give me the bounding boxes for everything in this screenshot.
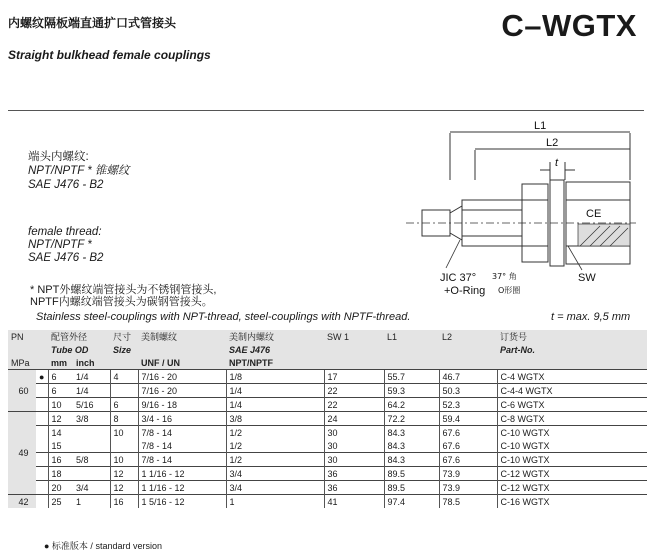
- cell-inch: 1: [73, 495, 110, 509]
- cell-l1: 84.3: [384, 439, 439, 453]
- cell-inch: 1/4: [73, 384, 110, 398]
- cell-sw1: 36: [324, 481, 384, 495]
- cell-sw1: 30: [324, 439, 384, 453]
- header-size-en: Size: [110, 343, 138, 356]
- cell-npt: 3/4: [226, 481, 324, 495]
- cell-l2: 59.4: [439, 412, 497, 426]
- table-header-row-3: [8, 356, 647, 370]
- header-sw1: SW 1: [324, 330, 384, 343]
- drawing-t-label: t: [555, 157, 559, 169]
- header-npt-cn: 美制内螺纹: [226, 330, 324, 343]
- standard-marker: [36, 384, 48, 398]
- header-part-no: Part-No.: [497, 343, 647, 356]
- cell-mm: 6: [48, 384, 73, 398]
- cell-size: 4: [110, 370, 138, 384]
- cell-inch: 5/8: [73, 453, 110, 467]
- cell-mm: 15: [48, 439, 73, 453]
- cell-sw1: 17: [324, 370, 384, 384]
- cell-unf: 1 5/16 - 12: [138, 495, 226, 509]
- header-tube-od-en: Tube OD: [48, 343, 110, 356]
- thread-info-english: [28, 226, 103, 265]
- cell-part-no: C-8 WGTX: [497, 412, 647, 426]
- cell-size: [110, 439, 138, 453]
- t-max-note: t = max. 9,5 mm: [551, 311, 631, 323]
- cell-l1: 84.3: [384, 453, 439, 467]
- cell-npt: 1/8: [226, 370, 324, 384]
- cell-size: [110, 384, 138, 398]
- cell-sw1: 22: [324, 384, 384, 398]
- table-row: [8, 453, 647, 467]
- cell-unf: 1 1/16 - 12: [138, 481, 226, 495]
- drawing-l2-label: L2: [546, 137, 559, 149]
- header-mpa: MPa: [8, 356, 36, 370]
- standard-version-footnote: ● 标准版本 / standard version: [44, 541, 162, 551]
- cell-inch: 3/4: [73, 481, 110, 495]
- cell-inch: 5/16: [73, 398, 110, 412]
- cell-inch: 1/4: [73, 370, 110, 384]
- cell-inch: [73, 426, 110, 440]
- cell-npt: 1/2: [226, 426, 324, 440]
- drawing-oring-cn-label: O形圈: [498, 286, 521, 295]
- cell-unf: 3/4 - 16: [138, 412, 226, 426]
- cell-npt: 3/8: [226, 412, 324, 426]
- cell-l1: 89.5: [384, 467, 439, 481]
- drawing-sw-label: SW: [578, 272, 596, 284]
- cell-l2: 46.7: [439, 370, 497, 384]
- table-row: [8, 384, 647, 398]
- cell-sw1: 30: [324, 453, 384, 467]
- cell-inch: [73, 439, 110, 453]
- material-note-cn: [30, 284, 216, 308]
- cell-unf: 7/8 - 14: [138, 439, 226, 453]
- cell-sw1: 41: [324, 495, 384, 509]
- thread-info-chinese: [28, 150, 129, 192]
- cell-unf: 7/16 - 20: [138, 370, 226, 384]
- cell-part-no: C-10 WGTX: [497, 453, 647, 467]
- cell-npt: 1/4: [226, 384, 324, 398]
- header-unf-cn: 美制螺纹: [138, 330, 226, 343]
- header-mm: mm: [48, 356, 73, 370]
- title-chinese: 内螺纹隔板端直通扩口式管接头: [8, 16, 177, 30]
- thread-line2-en: SAE J476 - B2: [28, 252, 104, 264]
- standard-marker: ●: [36, 370, 48, 384]
- standard-marker: [36, 481, 48, 495]
- table-header-row-2: [8, 343, 647, 356]
- cell-mm: 6: [48, 370, 73, 384]
- cell-l2: 73.9: [439, 467, 497, 481]
- standard-marker: [36, 453, 48, 467]
- note-cn-line1: * NPT外螺纹端管接头为不锈钢管接头,: [30, 284, 217, 296]
- cell-part-no: C-4 WGTX: [497, 370, 647, 384]
- header-order-cn: 订货号: [497, 330, 647, 343]
- cell-l2: 67.6: [439, 439, 497, 453]
- pn-value: 49: [8, 412, 36, 495]
- table-row: [8, 412, 647, 426]
- table-row: [8, 426, 647, 440]
- drawing-l1-label: L1: [534, 120, 547, 132]
- standard-marker: [36, 467, 48, 481]
- cell-mm: 10: [48, 398, 73, 412]
- cell-sw1: 30: [324, 426, 384, 440]
- header-l1: L1: [384, 330, 439, 343]
- header-size-cn: 尺寸: [110, 330, 138, 343]
- cell-part-no: C-4-4 WGTX: [497, 384, 647, 398]
- cell-size: 10: [110, 453, 138, 467]
- cell-part-no: C-6 WGTX: [497, 398, 647, 412]
- cell-unf: 7/8 - 14: [138, 453, 226, 467]
- standard-marker: [36, 412, 48, 426]
- cell-part-no: C-10 WGTX: [497, 439, 647, 453]
- cell-sw1: 22: [324, 398, 384, 412]
- drawing-ce-label: CE: [586, 208, 602, 220]
- pn-value: 60: [8, 370, 36, 412]
- cell-l2: 52.3: [439, 398, 497, 412]
- cell-npt: 1: [226, 495, 324, 509]
- cell-size: 12: [110, 481, 138, 495]
- cell-mm: 18: [48, 467, 73, 481]
- cell-npt: 1/2: [226, 453, 324, 467]
- cell-l1: 59.3: [384, 384, 439, 398]
- cell-l2: 67.6: [439, 453, 497, 467]
- cell-part-no: C-16 WGTX: [497, 495, 647, 509]
- standard-marker: [36, 426, 48, 440]
- table-row: [8, 467, 647, 481]
- table-row: [8, 439, 647, 453]
- cell-size: 12: [110, 467, 138, 481]
- cell-unf: 7/16 - 20: [138, 384, 226, 398]
- header-divider: [8, 110, 644, 111]
- cell-l1: 97.4: [384, 495, 439, 509]
- cell-mm: 25: [48, 495, 73, 509]
- cell-l2: 73.9: [439, 481, 497, 495]
- title-english: Straight bulkhead female couplings: [8, 48, 211, 62]
- cell-l2: 67.6: [439, 426, 497, 440]
- header-unf-un: UNF / UN: [138, 356, 226, 370]
- cell-size: 16: [110, 495, 138, 509]
- note-cn-line2: NPTF内螺纹端管接头为碳钢管接头。: [30, 296, 213, 308]
- standard-marker: [36, 439, 48, 453]
- drawing-jic-cn-label: 37° 角: [492, 272, 517, 281]
- header-inch: inch: [73, 356, 110, 370]
- cell-inch: [73, 467, 110, 481]
- cell-npt: 1/4: [226, 398, 324, 412]
- header-pn: PN: [8, 330, 36, 343]
- cell-unf: 7/8 - 14: [138, 426, 226, 440]
- header-l2: L2: [439, 330, 497, 343]
- cell-l2: 50.3: [439, 384, 497, 398]
- cell-part-no: C-12 WGTX: [497, 467, 647, 481]
- standard-marker: [36, 398, 48, 412]
- thread-label-cn: 端头内螺纹:: [28, 151, 89, 163]
- header-npt-en: SAE J476: [226, 343, 324, 356]
- cell-l1: 64.2: [384, 398, 439, 412]
- thread-line1-en: NPT/NPTF *: [28, 239, 92, 251]
- pn-value: 42: [8, 495, 36, 509]
- cell-size: 8: [110, 412, 138, 426]
- cell-l1: 55.7: [384, 370, 439, 384]
- fitting-drawing: [400, 118, 640, 298]
- thread-label-en: female thread:: [28, 226, 102, 238]
- thread-line1-cn: NPT/NPTF * 锥螺纹: [28, 165, 130, 177]
- table-row: [8, 370, 647, 384]
- table-header-row-1: [8, 330, 647, 343]
- cell-part-no: C-10 WGTX: [497, 426, 647, 440]
- cell-inch: 3/8: [73, 412, 110, 426]
- cell-size: 6: [110, 398, 138, 412]
- header-npt-nptf: NPT/NPTF: [226, 356, 324, 370]
- cell-l2: 78.5: [439, 495, 497, 509]
- cell-unf: 9/16 - 18: [138, 398, 226, 412]
- table-row: [8, 398, 647, 412]
- cell-l1: 72.2: [384, 412, 439, 426]
- table-row: [8, 495, 647, 509]
- cell-npt: 3/4: [226, 467, 324, 481]
- table-row: [8, 481, 647, 495]
- cell-l1: 84.3: [384, 426, 439, 440]
- drawing-oring-label: +O-Ring: [444, 285, 486, 297]
- drawing-jic-label: JIC 37°: [440, 272, 477, 284]
- cell-mm: 14: [48, 426, 73, 440]
- cell-npt: 1/2: [226, 439, 324, 453]
- cell-mm: 16: [48, 453, 73, 467]
- standard-marker: [36, 495, 48, 509]
- header-tube-od-cn: 配管外径: [48, 330, 110, 343]
- cell-mm: 20: [48, 481, 73, 495]
- cell-mm: 12: [48, 412, 73, 426]
- cell-size: 10: [110, 426, 138, 440]
- cell-l1: 89.5: [384, 481, 439, 495]
- material-note-en: Stainless steel-couplings with NPT-thread, steel-couplings with NPTF-thread.: [36, 311, 411, 323]
- product-code: C–WGTX: [501, 8, 637, 43]
- thread-line2-cn: SAE J476 - B2: [28, 179, 104, 191]
- cell-sw1: 36: [324, 467, 384, 481]
- cell-part-no: C-12 WGTX: [497, 481, 647, 495]
- spec-table: [8, 330, 647, 508]
- cell-unf: 1 1/16 - 12: [138, 467, 226, 481]
- cell-sw1: 24: [324, 412, 384, 426]
